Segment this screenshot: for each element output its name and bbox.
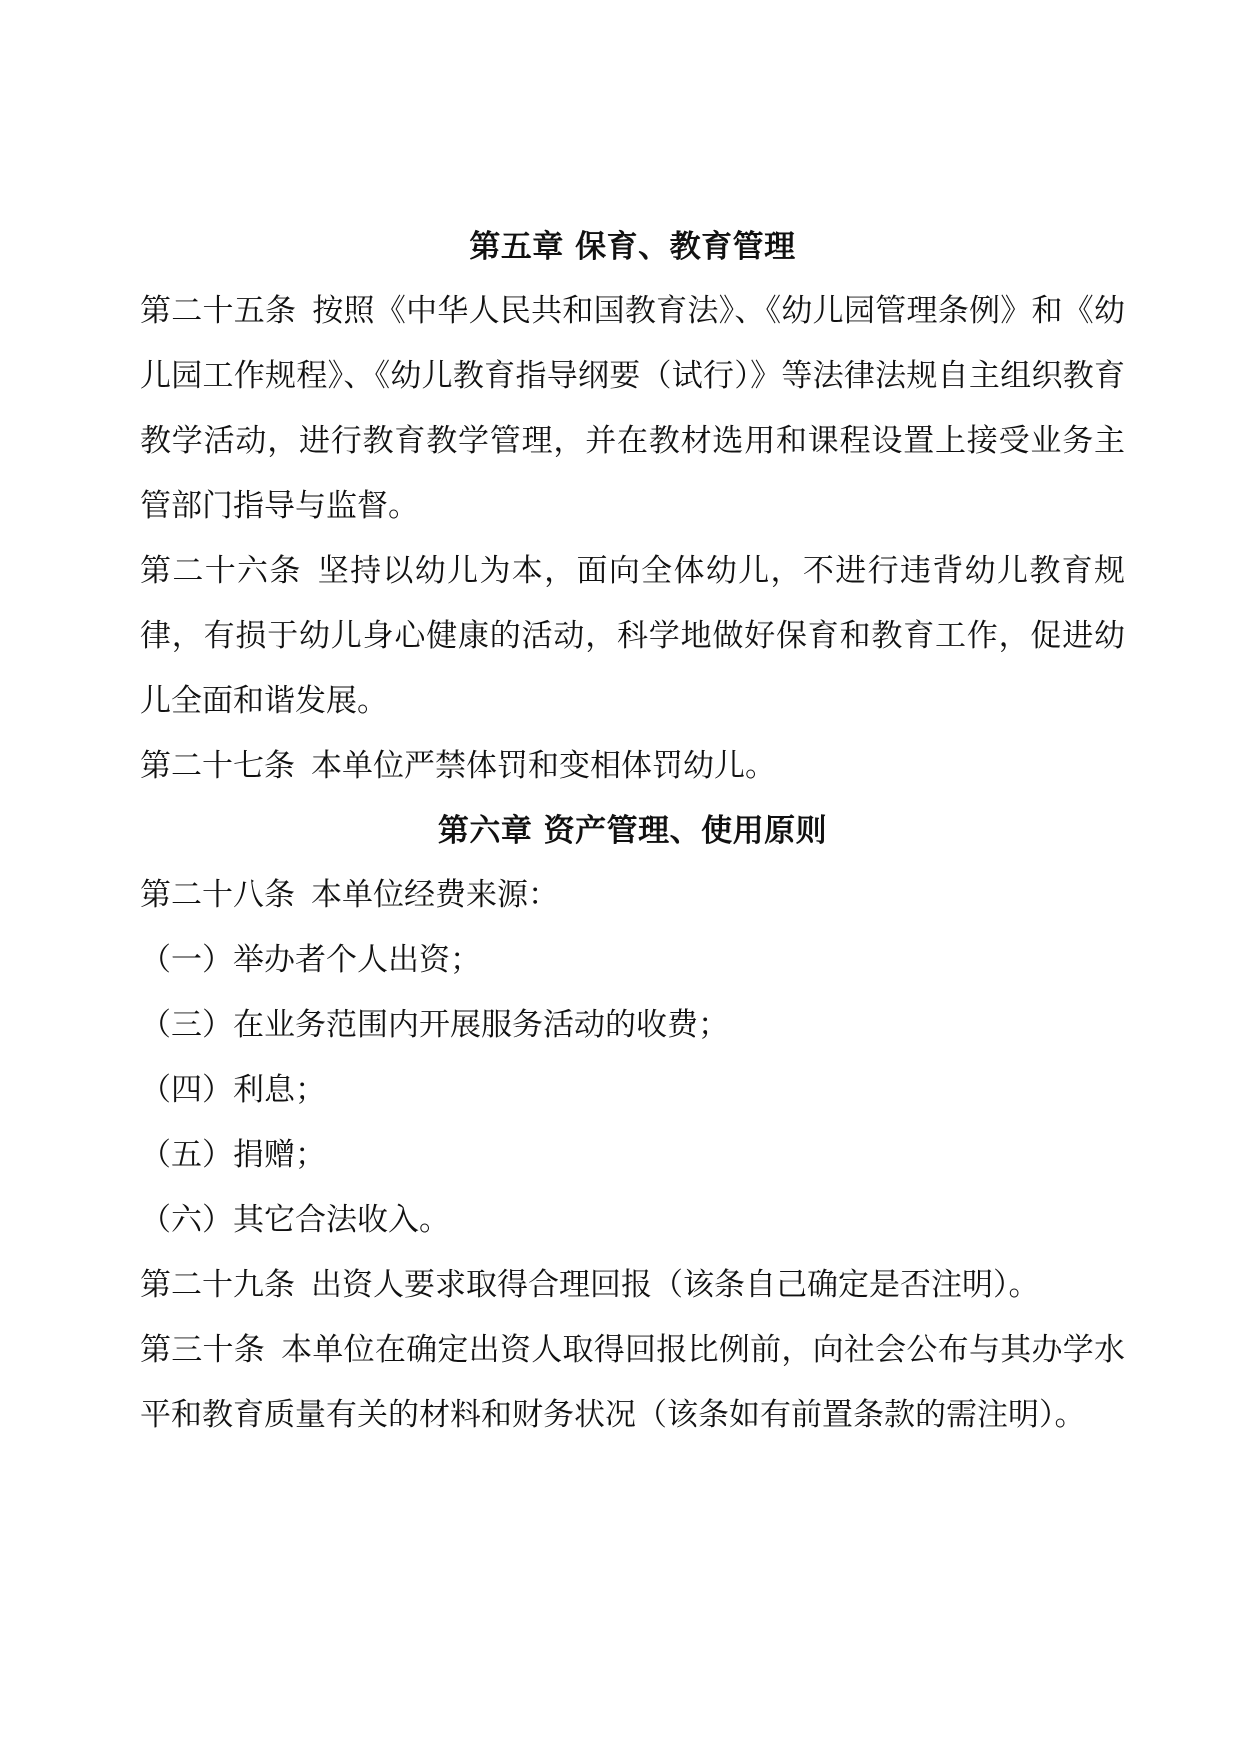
article-28 <box>140 863 1125 928</box>
article-29 <box>140 1253 1125 1318</box>
article-26-label: 第二十六条 <box>140 553 302 589</box>
article-25 <box>140 279 1125 539</box>
article-26 <box>140 539 1125 734</box>
article-26-text: 坚持以幼儿为本，面向全体幼儿，不进行违背幼儿教育规律，有损于幼儿身心健康的活动，科学地做好保育和教育工作，促进幼儿全面和谐发展。 <box>140 553 1126 719</box>
article-29-label: 第二十九条 <box>140 1267 295 1303</box>
funding-source-item: （四）利息； <box>140 1072 326 1108</box>
article-25-text: 按照《中华人民共和国教育法》、《幼儿园管理条例》和《幼儿园工作规程》、《幼儿教育指导纲要（试行）》等法律法规自主组织教育教学活动，进行教育教学管理，并在教材选用和课程设置上接受业务主管部门指导与监督。 <box>140 293 1126 524</box>
article-30-label: 第三十条 <box>140 1332 266 1368</box>
article-30 <box>140 1318 1125 1448</box>
funding-source-item: （六）其它合法收入。 <box>140 1202 450 1238</box>
article-27-text: 本单位严禁体罚和变相体罚幼儿。 <box>311 748 776 784</box>
article-30-text: 本单位在确定出资人取得回报比例前，向社会公布与其办学水平和教育质量有关的材料和财务状况（该条如有前置条款的需注明）。 <box>140 1332 1126 1433</box>
article-27-label: 第二十七条 <box>140 748 295 784</box>
article-29-text: 出资人要求取得合理回报（该条自己确定是否注明）。 <box>311 1267 1040 1303</box>
chapter-5-heading: 第五章 保育、教育管理 <box>469 229 796 265</box>
funding-source-item: （三）在业务范围内开展服务活动的收费； <box>140 1007 729 1043</box>
article-28-text: 本单位经费来源： <box>311 877 559 913</box>
funding-source-item: （五）捐赠； <box>140 1137 326 1173</box>
article-28-label: 第二十八条 <box>140 877 295 913</box>
document-page <box>140 215 1125 1448</box>
article-25-label: 第二十五条 <box>140 293 297 329</box>
chapter-6-heading: 第六章 资产管理、使用原则 <box>437 813 828 849</box>
article-27 <box>140 734 1125 799</box>
funding-source-item: （一）举办者个人出资； <box>140 942 481 978</box>
